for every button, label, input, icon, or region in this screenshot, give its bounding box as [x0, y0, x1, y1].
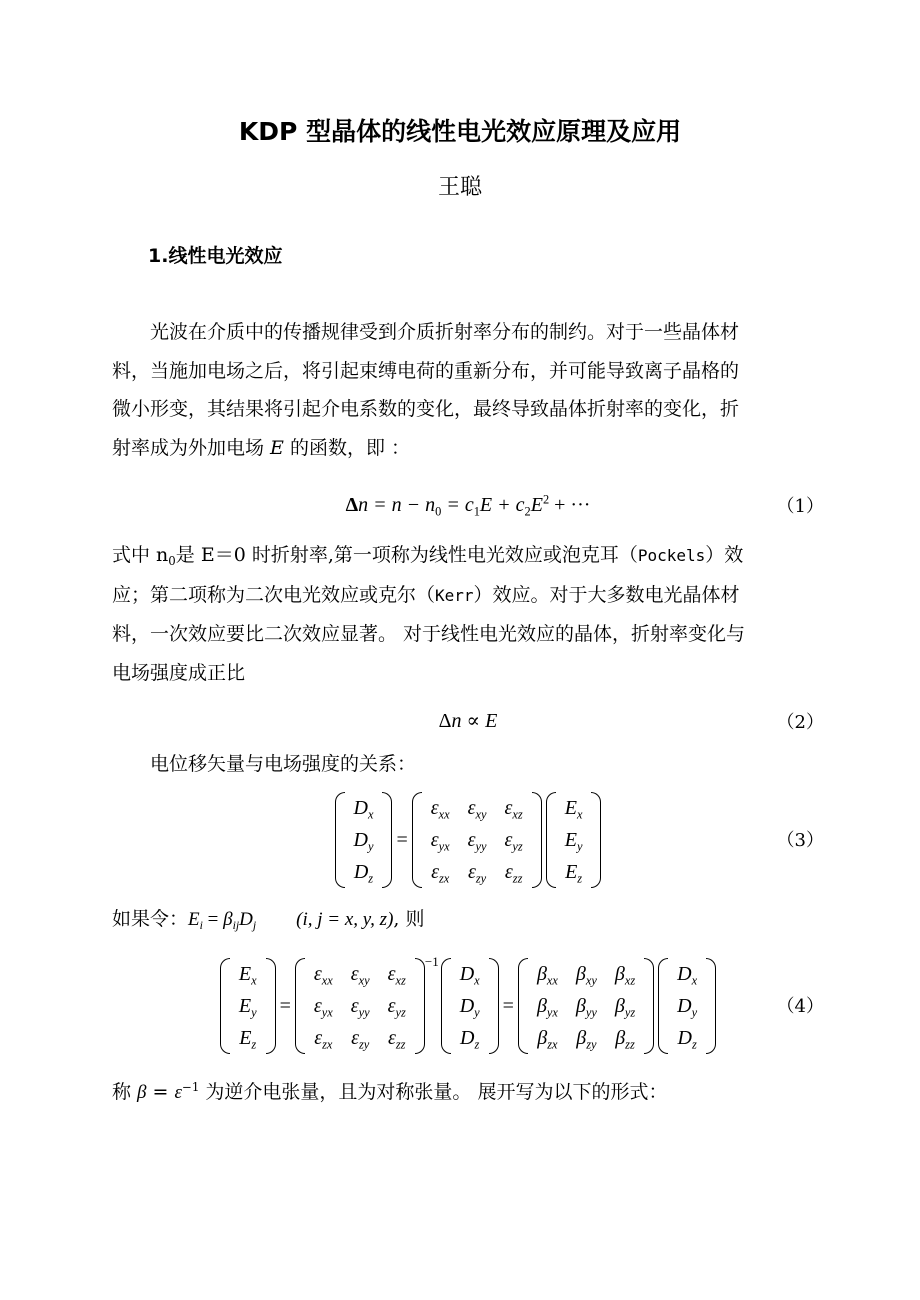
paragraph-inverse-tensor — [112, 1073, 824, 1113]
eq-term: E + c — [479, 494, 525, 516]
equation-body — [112, 792, 824, 888]
text-run: 是 E＝0 时折射率,第一项称为线性电光效应或泡克耳（ — [175, 544, 638, 566]
text-run: ）效 — [705, 544, 744, 566]
paragraph-line — [112, 576, 824, 616]
author-name: 王聪 — [437, 175, 482, 200]
eq-superscript: −1 — [182, 1079, 200, 1094]
eq-term: = n − n — [368, 494, 436, 516]
term-pockels: Pockels — [637, 546, 706, 565]
matrix-E: $E_x$ $E_y$ $E_z$ — [220, 958, 276, 1054]
text-run: 式中 n — [112, 544, 169, 566]
paragraph-line: 微小形变，其结果将引起介电系数的变化，最终导致晶体折射率的变化，折 — [112, 398, 740, 420]
paragraph-line: 料，一次效应要比二次效应显著。 对于线性电光效应的晶体，折射率变化与 — [112, 623, 746, 645]
matrix-epsilon: $\varepsilon_{xx}$ $\varepsilon_{xy}$ $\varepsilon_{xz}$ $\varepsilon_{yx}$ $\varepsilon_{yy}$ $\varepsilon_{yz}$ $\varepsilon_{zx}$ $\varepsilon_{zy}$ $\varepsilon_{zz}$ — [412, 792, 542, 888]
subscript: 0 — [168, 554, 176, 569]
paragraph-line — [112, 536, 824, 576]
eq-term: E — [485, 710, 498, 732]
eq-condition: (i, j = x, y, z) — [296, 909, 394, 930]
text-run: ）效应。对于大多数电光晶体材 — [473, 583, 740, 606]
paragraph-line: 电场强度成正比 — [112, 661, 246, 684]
text-run: 射率成为外加电场 — [112, 436, 271, 459]
eq-term: E — [188, 909, 200, 930]
text-run: 称 — [112, 1081, 138, 1103]
equation-3 — [112, 792, 824, 888]
term-kerr: Kerr — [435, 585, 474, 605]
eq-term: n — [451, 710, 462, 732]
paragraph-line — [112, 900, 824, 940]
eq-term: ε — [174, 1082, 183, 1103]
equation-1 — [112, 490, 824, 520]
matrix-D: $D_x$ $D_y$ $D_z$ — [658, 958, 716, 1054]
text-run: 的函数，即 ： — [283, 436, 411, 459]
eq-subscript: 0 — [435, 504, 442, 519]
matrix-D: $D_x$ $D_y$ $D_z$ — [335, 792, 393, 888]
paragraph-intro — [112, 313, 824, 467]
matrix-E: $E_x$ $E_y$ $E_z$ — [546, 792, 602, 888]
paragraph-line: 料，当施加电场之后，将引起束缚电荷的重新分布，并可能导致离子晶格的 — [112, 359, 740, 382]
eq-term: = c — [441, 494, 474, 516]
eq-subscript: ij — [232, 919, 240, 933]
field-symbol: E — [270, 436, 284, 459]
paragraph-line — [112, 1073, 824, 1113]
eq-superscript: 2 — [542, 492, 550, 507]
paper-title: KDP 型晶体的线性电光效应原理及应用 — [238, 117, 682, 146]
text-run: 为逆介电张量，且为对称张量。 展开写为以下的形式： — [199, 1081, 668, 1103]
delta-symbol: Δ — [345, 494, 359, 516]
matrix-epsilon: $\varepsilon_{xx}$ $\varepsilon_{xy}$ $\varepsilon_{xz}$ $\varepsilon_{yx}$ $\varepsilon_{yy}$ $\varepsilon_{yz}$ $\varepsilon_{zx}$ $\varepsilon_{zy}$ $\varepsilon_{zz}$ — [295, 958, 425, 1054]
equation-number: （4） — [776, 996, 824, 1017]
matrix-beta: $\beta_{xx}$ $\beta_{xy}$ $\beta_{xz}$ $\beta_{yx}$ $\beta_{yy}$ $\beta_{yz}$ $\beta_{zx}$ $\beta_{zy}$ $\beta_{zz}$ — [518, 958, 654, 1054]
eq-term: n — [358, 494, 369, 516]
eq-term: β — [223, 909, 233, 930]
eq-subscript: j — [252, 919, 257, 933]
equals-sign: = — [202, 909, 224, 930]
eq-subscript: i — [199, 919, 203, 933]
paragraph-definition — [112, 900, 824, 940]
equals-sign: = — [396, 828, 408, 851]
text-run: , 则 — [393, 908, 425, 930]
paragraph-effects — [112, 536, 824, 692]
eq-term: β — [137, 1082, 147, 1103]
eq-term: D — [239, 909, 253, 930]
text-run: 应；第二项称为二次电光效应或克尔（ — [112, 583, 436, 606]
equation-body — [112, 490, 824, 520]
paragraph-line: 光波在介质中的传播规律受到介质折射率分布的制约。对于一些晶体材 — [150, 321, 740, 343]
equation-2 — [112, 706, 824, 736]
section-heading: 1.线性电光效应 — [148, 245, 283, 267]
inverse-exponent: −1 — [424, 954, 439, 969]
equals-sign: = — [146, 1081, 175, 1103]
eq-term: + ··· — [549, 494, 591, 516]
equation-4 — [112, 954, 824, 1054]
paragraph-line: 电位移矢量与电场强度的关系： — [150, 753, 417, 775]
paragraph-line — [112, 429, 824, 468]
eq-subscript: 2 — [524, 504, 531, 519]
eq-term: E — [530, 494, 543, 516]
equation-number: （1） — [776, 496, 824, 517]
delta-symbol: Δ — [438, 710, 452, 732]
proportional-symbol: ∝ — [461, 710, 486, 732]
equation-number: （2） — [776, 712, 824, 733]
equation-body — [112, 706, 824, 736]
equation-number: （3） — [776, 830, 824, 851]
paragraph-displacement — [112, 745, 824, 784]
eq-subscript: 1 — [473, 504, 480, 519]
equals-sign: = — [279, 994, 291, 1017]
equals-sign: = — [502, 994, 514, 1017]
equation-body — [112, 954, 824, 1054]
text-run: 如果令： — [112, 908, 189, 930]
matrix-D: $D_x$ $D_y$ $D_z$ — [441, 958, 499, 1054]
